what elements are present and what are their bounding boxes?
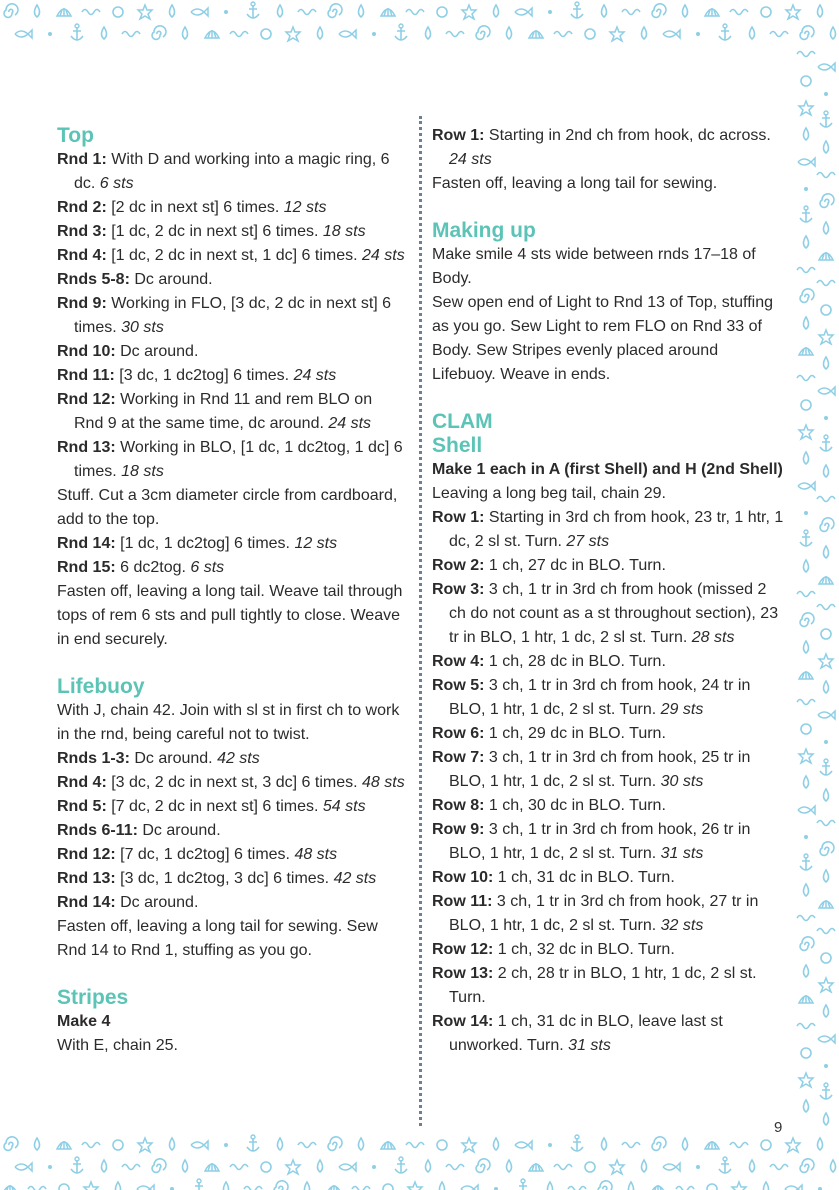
instruction-text: Working in Rnd 11 and rem BLO on Rnd 9 at the same time, dc around. [74,391,373,432]
instruction-line [432,124,784,172]
instruction-line [432,962,784,1010]
stitch-count: 48 sts [294,846,338,863]
instruction-text: With J, chain 42. Join with sl st in first ch to work in the rnd, being careful not to twist. [57,702,400,743]
instruction-text: Working in FLO, [3 dc, 2 dc in next st] 6 times. [74,295,392,336]
sea-doodle-border-top [0,0,839,44]
instruction-line [432,818,784,866]
instruction-text: 2 ch, 28 tr in BLO, 1 htr, 1 dc, 2 sl st. Turn. [449,965,757,1006]
instruction-text: 1 ch, 28 dc in BLO. Turn. [484,653,666,670]
instruction-line [432,243,784,291]
instruction-text: 3 ch, 1 tr in 3rd ch from hook (missed 2 ch do not count as a st throughout section), 23 tr in BLO, 1 htr, 1 dc, 2 sl st. Turn. [449,581,779,646]
instruction-text: Dc around. [129,750,218,767]
doodle-pattern-icon [0,0,839,44]
instruction-text: [7 dc, 1 dc2tog] 6 times. [115,846,295,863]
instruction-text: 1 ch, 32 dc in BLO. Turn. [493,941,675,958]
instruction-text: [3 dc, 1 dc2tog, 3 dc] 6 times. [115,870,334,887]
instruction-line [57,556,405,580]
stitch-count: 42 sts [217,750,260,767]
instruction-section [432,219,784,387]
stitch-count: 48 sts [362,774,405,791]
instruction-text: Starting in 2nd ch from hook, dc across. [484,127,771,144]
section-subheading: Make 4 [57,1013,111,1030]
row-label: Rnd 13: [57,439,116,456]
instruction-line [57,196,405,220]
instruction-text: Fasten off, leaving a long tail for sewing. Sew Rnd 14 to Rnd 1, stuffing as you go. [57,918,378,959]
instruction-text: 1 ch, 31 dc in BLO, leave last st unworked. Turn. [449,1013,723,1054]
instruction-text: Leaving a long beg tail, chain 29. [432,485,666,502]
row-label: Row 12: [432,941,494,958]
section-heading: Top [57,124,94,147]
stitch-count: 6 sts [190,559,225,576]
doodle-pattern-icon [796,44,839,1133]
instruction-text: 3 ch, 1 tr in 3rd ch from hook, 26 tr in BLO, 1 htr, 1 dc, 2 sl st. Turn. [449,821,751,862]
instruction-line [57,1034,405,1058]
stitch-count: 24 sts [293,367,337,384]
row-label: Rnd 4: [57,774,107,791]
section-heading: Lifebuoy [57,675,145,698]
stitch-count: 27 sts [566,533,610,550]
row-label: Rnd 14: [57,535,116,552]
section-heading: Shell [432,434,483,457]
instruction-line [432,674,784,722]
doodle-pattern-icon [0,1133,839,1190]
instruction-line [57,532,405,556]
instruction-text: [1 dc, 1 dc2tog] 6 times. [115,535,295,552]
instruction-line [432,578,784,650]
instruction-section [432,124,784,196]
row-label: Rnd 11: [57,367,115,384]
right-column [432,124,784,1058]
instruction-line [57,484,405,532]
sea-doodle-border-bottom [0,1133,839,1190]
instruction-line [57,388,405,436]
row-label: Rnd 1: [57,151,107,168]
stitch-count: 24 sts [362,247,405,264]
instruction-line [432,866,784,890]
stitch-count: 6 sts [99,175,134,192]
row-label: Row 6: [432,725,485,742]
stitch-count: 24 sts [328,415,372,432]
instruction-line [57,867,405,891]
instruction-text: Stuff. Cut a 3cm diameter circle from cardboard, add to the top. [57,487,398,528]
instruction-line [57,699,405,747]
row-label: Row 4: [432,653,485,670]
row-label: Rnd 4: [57,247,107,264]
section-heading: CLAM [432,410,493,433]
instruction-text: Dc around. [137,822,221,839]
instruction-line [432,172,784,196]
stitch-count: 31 sts [660,845,704,862]
instruction-line [57,891,405,915]
instruction-text: 1 ch, 27 dc in BLO. Turn. [484,557,666,574]
instruction-text: With D and working into a magic ring, 6 dc. [74,151,390,192]
instruction-text: Working in BLO, [1 dc, 1 dc2tog, 1 dc] 6 times. [74,439,403,480]
instruction-text: [2 dc in next st] 6 times. [106,199,284,216]
instruction-line [432,291,784,387]
instruction-section [57,675,405,963]
instruction-line [57,843,405,867]
instruction-text: Dc around. [115,343,199,360]
instruction-text: [7 dc, 2 dc in next st] 6 times. [106,798,323,815]
stitch-count: 28 sts [691,629,735,646]
instruction-line [432,482,784,506]
stitch-count: 24 sts [449,151,492,168]
row-label: Row 2: [432,557,485,574]
instruction-line [432,746,784,794]
instruction-line [57,220,405,244]
instruction-line [432,722,784,746]
instruction-line [57,580,405,652]
row-label: Row 7: [432,749,485,766]
instruction-line [57,268,405,292]
section-heading: Stripes [57,986,129,1009]
row-label: Rnd 12: [57,391,116,408]
stitch-count: 42 sts [333,870,377,887]
instruction-text: [3 dc, 1 dc2tog] 6 times. [114,367,294,384]
instruction-line [57,915,405,963]
instruction-line [57,364,405,388]
instruction-text: 1 ch, 30 dc in BLO. Turn. [484,797,666,814]
instruction-text: 3 ch, 1 tr in 3rd ch from hook, 25 tr in BLO, 1 htr, 1 dc, 2 sl st. Turn. [449,749,751,790]
row-label: Row 8: [432,797,485,814]
instruction-line [57,747,405,771]
row-label: Rnd 2: [57,199,107,216]
row-label: Row 10: [432,869,494,886]
instruction-section [57,124,405,652]
instruction-text: 6 dc2tog. [115,559,191,576]
row-label: Row 11: [432,893,493,910]
instruction-line [57,795,405,819]
row-label: Rnds 1-3: [57,750,130,767]
instruction-line [432,650,784,674]
stitch-count: 30 sts [660,773,704,790]
instruction-text: 3 ch, 1 tr in 3rd ch from hook, 27 tr in BLO, 1 htr, 1 dc, 2 sl st. Turn. [449,893,759,934]
row-label: Row 3: [432,581,485,598]
row-label: Rnds 5-8: [57,271,130,288]
stitch-count: 12 sts [294,535,338,552]
instruction-text: Dc around. [129,271,213,288]
stitch-count: 12 sts [283,199,327,216]
row-label: Rnd 3: [57,223,107,240]
instruction-section [432,410,784,1058]
instruction-text: Dc around. [115,894,199,911]
instruction-text: 3 ch, 1 tr in 3rd ch from hook, 24 tr in BLO, 1 htr, 1 dc, 2 sl st. Turn. [449,677,751,718]
instruction-text: With E, chain 25. [57,1037,178,1054]
section-subheading: Make 1 each in A (first Shell) and H (2nd Shell) [432,461,783,478]
instruction-line [57,244,405,268]
sea-doodle-border-right [796,44,839,1133]
row-label: Row 5: [432,677,485,694]
row-label: Rnd 9: [57,295,107,312]
row-label: Rnd 5: [57,798,107,815]
section-heading: Making up [432,219,536,242]
stitch-count: 29 sts [660,701,704,718]
stitch-count: 18 sts [121,463,164,480]
instruction-line [57,819,405,843]
instruction-line [432,938,784,962]
instruction-line [432,890,784,938]
instruction-text: [1 dc, 2 dc in next st, 1 dc] 6 times. [106,247,363,264]
stitch-count: 31 sts [568,1037,611,1054]
instruction-line [57,771,405,795]
stitch-count: 18 sts [322,223,366,240]
instruction-line [432,554,784,578]
instruction-line [432,1010,784,1058]
instruction-text: Fasten off, leaving a long tail. Weave tail through tops of rem 6 sts and pull tightly to close. Weave in end securely. [57,583,403,648]
instruction-text: [1 dc, 2 dc in next st] 6 times. [106,223,323,240]
row-label: Rnd 10: [57,343,116,360]
instruction-text: Make smile 4 sts wide between rnds 17–18 of Body. [432,246,756,287]
stitch-count: 32 sts [660,917,704,934]
instruction-text: [3 dc, 2 dc in next st, 3 dc] 6 times. [106,774,363,791]
left-column [57,124,405,1058]
instruction-text: 1 ch, 29 dc in BLO. Turn. [484,725,666,742]
instruction-section [57,986,405,1058]
instruction-text: Starting in 3rd ch from hook, 23 tr, 1 htr, 1 dc, 2 sl st. Turn. [449,509,784,550]
row-label: Rnd 12: [57,846,116,863]
instruction-line [57,340,405,364]
row-label: Rnds 6-11: [57,822,138,839]
column-divider [419,116,422,1126]
instruction-text: Sew open end of Light to Rnd 13 of Top, stuffing as you go. Sew Light to rem FLO on Rnd 33 of Body. Sew Stripes evenly placed around Lifebuoy. Weave in ends. [432,294,773,383]
page-number: 9 [774,1119,783,1136]
row-label: Row 14: [432,1013,494,1030]
row-label: Row 1: [432,127,485,144]
row-label: Rnd 15: [57,559,116,576]
row-label: Row 9: [432,821,485,838]
instruction-text: Fasten off, leaving a long tail for sewing. [432,175,718,192]
stitch-count: 54 sts [322,798,366,815]
row-label: Rnd 13: [57,870,116,887]
row-label: Row 13: [432,965,494,982]
row-label: Rnd 14: [57,894,116,911]
instruction-line [57,436,405,484]
stitch-count: 30 sts [121,319,164,336]
instruction-line [57,148,405,196]
row-label: Row 1: [432,509,485,526]
instruction-line [432,506,784,554]
instruction-line [57,292,405,340]
instruction-text: 1 ch, 31 dc in BLO. Turn. [493,869,675,886]
instruction-line [432,794,784,818]
